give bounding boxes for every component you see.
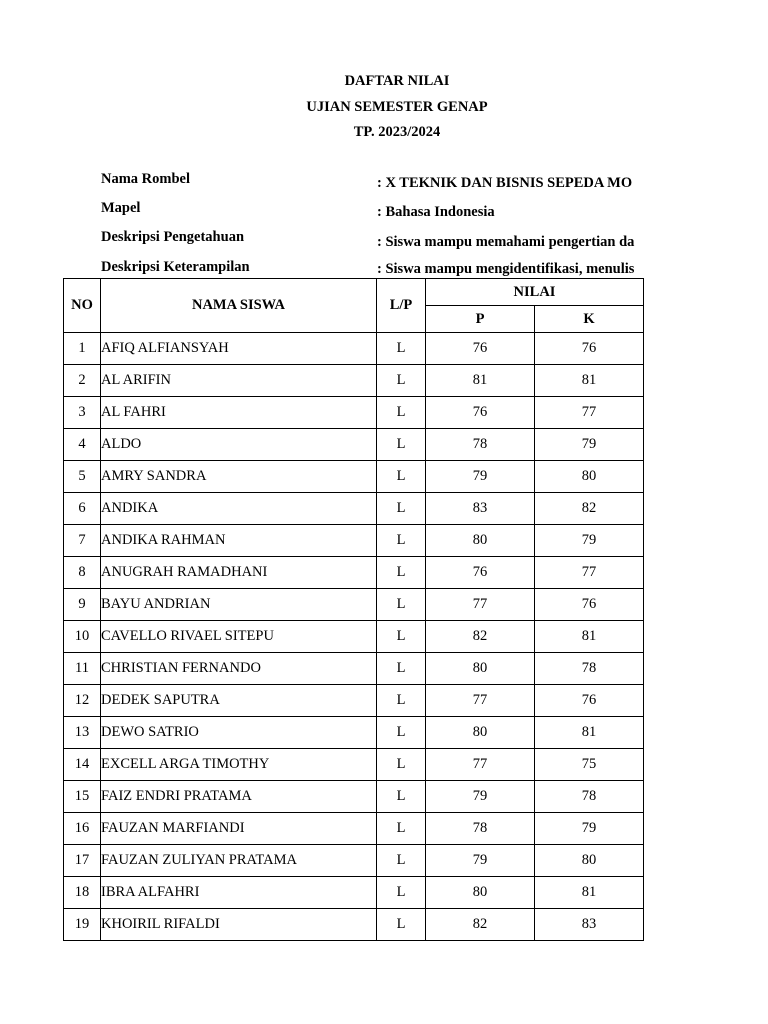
gender-cell: L [377,525,426,557]
table-row [64,397,644,429]
gender-cell: L [377,397,426,429]
row-number: 15 [64,781,101,813]
skill-score: 77 [535,397,644,429]
row-number: 14 [64,749,101,781]
skill-score: 79 [535,525,644,557]
row-number: 1 [64,333,101,365]
row-number: 11 [64,653,101,685]
gender-cell: L [377,493,426,525]
row-number: 16 [64,813,101,845]
knowledge-score: 76 [426,333,535,365]
document-title: DAFTAR NILAI [344,73,450,89]
table-row [64,365,644,397]
gender-cell: L [377,909,426,941]
gender-cell: L [377,557,426,589]
student-name: AL FAHRI [101,397,377,429]
document-subtitle: UJIAN SEMESTER GENAP [306,99,488,115]
skill-score: 79 [535,813,644,845]
gender-cell: L [377,717,426,749]
row-number: 17 [64,845,101,877]
knowledge-score: 80 [426,877,535,909]
skill-score: 80 [535,461,644,493]
skill-score: 76 [535,333,644,365]
gender-cell: L [377,365,426,397]
grades-table [63,278,644,941]
knowledge-score: 78 [426,429,535,461]
knowledge-score: 77 [426,685,535,717]
student-name: FAIZ ENDRI PRATAMA [101,781,377,813]
knowledge-score: 76 [426,557,535,589]
student-name: EXCELL ARGA TIMOTHY [101,749,377,781]
knowledge-score: 80 [426,717,535,749]
knowledge-score: 78 [426,813,535,845]
skill-score: 76 [535,685,644,717]
knowledge-score: 76 [426,397,535,429]
table-row [64,685,644,717]
knowledge-score: 80 [426,653,535,685]
student-name: IBRA ALFAHRI [101,877,377,909]
student-name: ANDIKA [101,493,377,525]
table-row [64,781,644,813]
skill-description-value: : Siswa mampu mengidentifikasi, menulis [377,261,635,277]
row-number: 4 [64,429,101,461]
row-number: 10 [64,621,101,653]
skill-score: 81 [535,365,644,397]
skill-score: 81 [535,621,644,653]
skill-score: 80 [535,845,644,877]
skill-score: 78 [535,653,644,685]
gender-cell: L [377,877,426,909]
table-row [64,557,644,589]
row-number: 19 [64,909,101,941]
skill-score: 82 [535,493,644,525]
table-row [64,877,644,909]
column-header-nama: NAMA SISWA [101,279,377,333]
column-header-no: NO [64,279,101,333]
table-row [64,749,644,781]
table-row [64,717,644,749]
student-name: AMRY SANDRA [101,461,377,493]
table-row [64,429,644,461]
row-number: 7 [64,525,101,557]
student-name: AL ARIFIN [101,365,377,397]
table-row [64,909,644,941]
knowledge-description-value: : Siswa mampu memahami pengertian da [377,234,635,250]
mapel-label: Mapel [101,200,141,216]
knowledge-score: 79 [426,845,535,877]
gender-cell: L [377,845,426,877]
table-row [64,653,644,685]
knowledge-description-label: Deskripsi Pengetahuan [101,229,245,245]
row-number: 5 [64,461,101,493]
student-name: CHRISTIAN FERNANDO [101,653,377,685]
mapel-value: : Bahasa Indonesia [377,204,495,220]
gender-cell: L [377,589,426,621]
student-name: AFIQ ALFIANSYAH [101,333,377,365]
table-row [64,845,644,877]
knowledge-score: 82 [426,621,535,653]
row-number: 18 [64,877,101,909]
student-name: BAYU ANDRIAN [101,589,377,621]
student-name: ANDIKA RAHMAN [101,525,377,557]
skill-score: 81 [535,877,644,909]
column-header-lp: L/P [377,279,426,333]
column-header-k: K [535,306,644,333]
knowledge-score: 77 [426,589,535,621]
row-number: 6 [64,493,101,525]
student-name: DEWO SATRIO [101,717,377,749]
knowledge-score: 83 [426,493,535,525]
row-number: 3 [64,397,101,429]
student-name: FAUZAN ZULIYAN PRATAMA [101,845,377,877]
skill-description-label: Deskripsi Keterampilan [101,259,250,275]
knowledge-score: 82 [426,909,535,941]
student-name: CAVELLO RIVAEL SITEPU [101,621,377,653]
gender-cell: L [377,749,426,781]
table-row [64,589,644,621]
student-name: KHOIRIL RIFALDI [101,909,377,941]
table-row [64,525,644,557]
column-header-p: P [426,306,535,333]
skill-score: 81 [535,717,644,749]
gender-cell: L [377,685,426,717]
academic-year: TP. 2023/2024 [353,124,441,140]
student-name: ALDO [101,429,377,461]
student-name: ANUGRAH RAMADHANI [101,557,377,589]
rombel-value: : X TEKNIK DAN BISNIS SEPEDA MO [377,175,633,191]
row-number: 2 [64,365,101,397]
skill-score: 79 [535,429,644,461]
knowledge-score: 77 [426,749,535,781]
gender-cell: L [377,461,426,493]
column-header-nilai: NILAI [426,279,644,306]
knowledge-score: 79 [426,461,535,493]
knowledge-score: 80 [426,525,535,557]
row-number: 13 [64,717,101,749]
student-name: DEDEK SAPUTRA [101,685,377,717]
student-name: FAUZAN MARFIANDI [101,813,377,845]
table-row [64,461,644,493]
gender-cell: L [377,429,426,461]
skill-score: 83 [535,909,644,941]
table-row [64,621,644,653]
table-row [64,813,644,845]
gender-cell: L [377,621,426,653]
skill-score: 78 [535,781,644,813]
row-number: 8 [64,557,101,589]
table-row [64,333,644,365]
gender-cell: L [377,813,426,845]
row-number: 9 [64,589,101,621]
knowledge-score: 81 [426,365,535,397]
skill-score: 75 [535,749,644,781]
skill-score: 76 [535,589,644,621]
gender-cell: L [377,653,426,685]
gender-cell: L [377,333,426,365]
skill-score: 77 [535,557,644,589]
gender-cell: L [377,781,426,813]
row-number: 12 [64,685,101,717]
knowledge-score: 79 [426,781,535,813]
table-row [64,493,644,525]
rombel-label: Nama Rombel [101,171,191,187]
